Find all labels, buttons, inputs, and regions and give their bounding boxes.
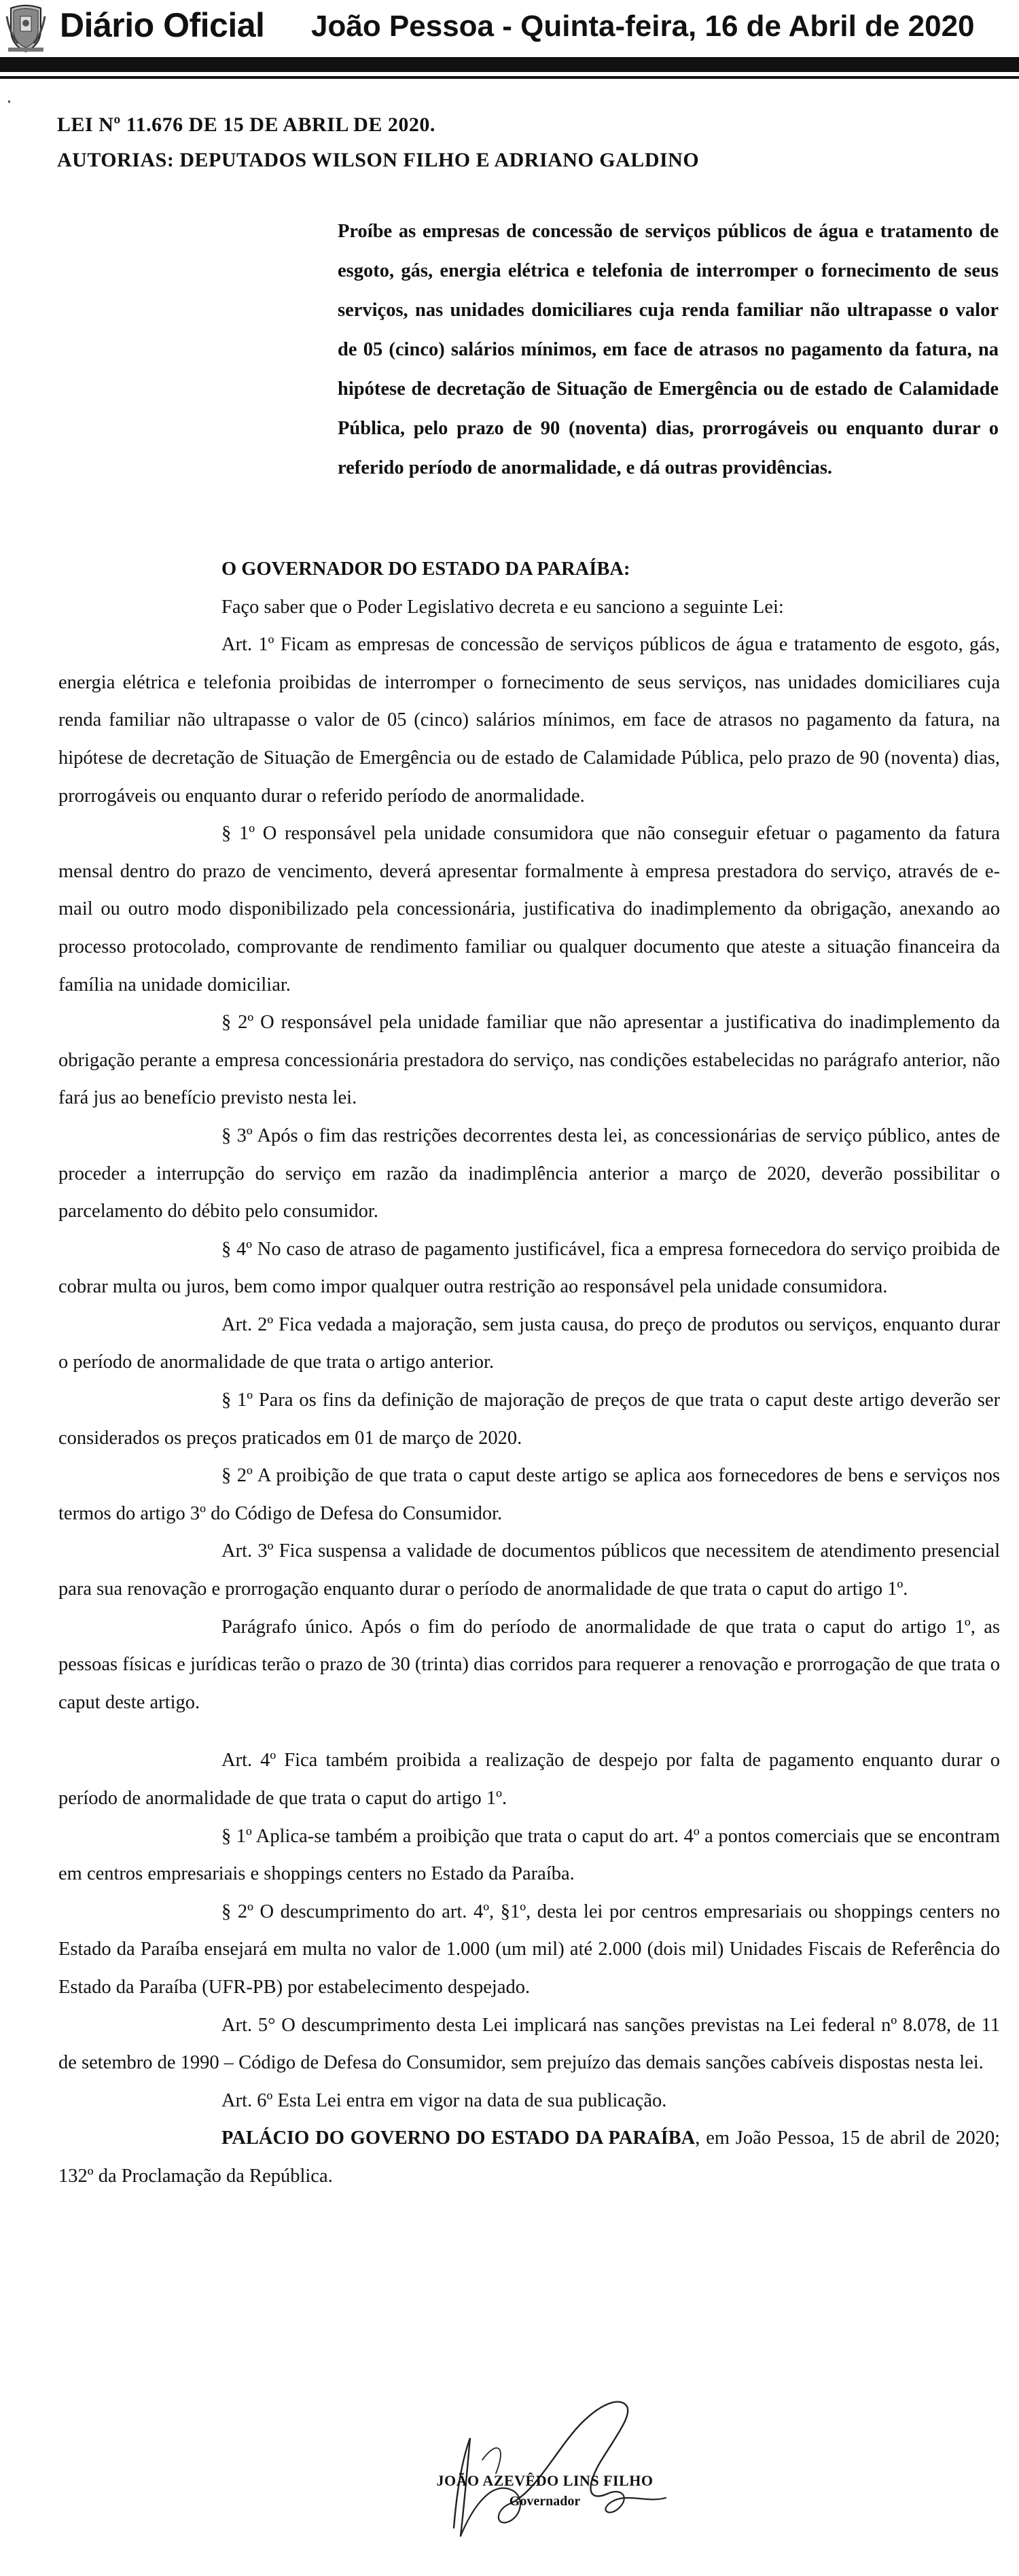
closing-formula (58, 2119, 1000, 2195)
law-authors: AUTORIAS: DEPUTADOS WILSON FILHO E ADRIANO GALDINO (57, 149, 700, 171)
closing-place-date: , em João Pessoa, 15 de abril de 2020; 132º da Proclamação da República. (58, 2128, 1000, 2187)
article-3: Art. 3º Fica suspensa a validade de documentos públicos que necessitem de atendimento presencial para sua renovação e prorrogação enquanto durar o período de anormalidade de que trata o caput do artigo 1º. (58, 1540, 1000, 1600)
article-1-paragraph-3: § 3º Após o fim das restrições decorrentes desta lei, as concessionárias de serviço público, antes de proceder a interrupção do serviço em razão da inadimplência anterior a março de 2020, deverão possibilitar o parcelamento do débito pelo consumidor. (58, 1125, 1000, 1222)
masthead (0, 0, 1019, 63)
article-2: Art. 2º Fica vedada a majoração, sem justa causa, do preço de produtos ou serviços, enquanto durar o período de anormalidade de que trata o artigo anterior. (58, 1313, 1000, 1373)
article-4-paragraph-1: § 1º Aplica-se também a proibição que trata o caput do art. 4º a pontos comerciais que se encontram em centros empresariais e shoppings centers no Estado da Paraíba. (58, 1825, 1000, 1885)
signatory-name: JOÃO AZEVÊDO LINS FILHO (436, 2472, 654, 2489)
article-3-sole-paragraph: Parágrafo único. Após o fim do período de anormalidade de que trata o caput do artigo 1º, as pessoas físicas e jurídicas terão o prazo de 30 (trinta) dias corridos para requerer a renovação e prorrogação de que trata o caput deste artigo. (58, 1616, 1000, 1713)
article-1-paragraph-4: § 4º No caso de atraso de pagamento justificável, fica a empresa fornecedora do serviço proibida de cobrar multa ou juros, bem como impor qualquer outra restrição ao responsável pela unidade consumidora. (58, 1238, 1000, 1298)
article-5: Art. 5° O descumprimento desta Lei implicará nas sanções previstas na Lei federal nº 8.078, de 11 de setembro de 1990 – Código de Defesa do Consumidor, sem prejuízo das demais sanções cabíveis dispostas nesta lei. (58, 2014, 1000, 2074)
article-1-paragraph-2: § 2º O responsável pela unidade familiar que não apresentar a justificativa do inadimplemento da obrigação perante a empresa concessionária prestadora do serviço, nas condições estabelecidas no parágrafo anterior, não fará jus ao benefício previsto nesta lei. (58, 1012, 1000, 1109)
article-2-paragraph-2: § 2º A proibição de que trata o caput deste artigo se aplica aos fornecedores de bens e serviços nos termos do artigo 3º do Código de Defesa do Consumidor. (58, 1465, 1000, 1524)
palace-name: PALÁCIO DO GOVERNO DO ESTADO DA PARAÍBA (221, 2128, 696, 2149)
newspaper-brand: Diário Oficial (60, 6, 265, 44)
article-2-paragraph-1: § 1º Para os fins da definição de majoração de preços de que trata o caput deste artigo deverão ser considerados os preços praticados em 01 de março de 2020. (58, 1390, 1000, 1449)
handwritten-signature (380, 2358, 707, 2562)
header-rule (0, 57, 1019, 72)
signature-block (380, 2358, 707, 2562)
margin-mark (8, 101, 10, 103)
governor-heading: O GOVERNADOR DO ESTADO DA PARAÍBA: (221, 559, 630, 580)
law-ementa: Proíbe as empresas de concessão de serviços públicos de água e tratamento de esgoto, gás, energia elétrica e telefonia de interromper o fornecimento de seus serviços, nas unidades domiciliares cuja renda familiar não ultrapasse o valor de 05 (cinco) salários mínimos, em face de atrasos no pagamento da fatura, na hipótese de decretação de Situação de Emergência ou de estado de Calamidade Pública, pelo prazo de 90 (noventa) dias, prorrogáveis ou enquanto durar o referido período de anormalidade, e dá outras providências. (338, 221, 999, 478)
article-1-paragraph-1: § 1º O responsável pela unidade consumidora que não conseguir efetuar o pagamento da fatura mensal dentro do prazo de vencimento, deverá apresentar formalmente à empresa prestadora do serviço, através de e-mail ou outro modo disponibilizado pela concessionária, justificativa do inadimplemento da obrigação, anexando ao processo protocolado, comprovante de rendimento familiar ou qualquer documento que ateste a situação financeira da família na unidade domiciliar. (58, 823, 1000, 995)
law-body (58, 550, 1000, 2195)
law-number: LEI Nº 11.676 DE 15 DE ABRIL DE 2020. (57, 113, 435, 136)
dateline: João Pessoa - Quinta-feira, 16 de Abril de 2020 (311, 10, 975, 43)
article-1: Art. 1º Ficam as empresas de concessão de serviços públicos de água e tratamento de esgoto, gás, energia elétrica e telefonia proibidas de interromper o fornecimento de seus serviços, nas unidades domiciliares cuja renda familiar não ultrapasse o valor de 05 (cinco) salários mínimos, em face de atrasos no pagamento da fatura, na hipótese de decretação de Situação de Emergência ou de estado de Calamidade Pública, pelo prazo de 90 (noventa) dias, prorrogáveis ou enquanto durar o referido período de anormalidade. (58, 634, 1000, 807)
law-title-block (57, 107, 981, 178)
header-thin-rule (0, 76, 1019, 79)
enactment-intro: Faço saber que o Poder Legislativo decreta e eu sanciono a seguinte Lei: (221, 596, 784, 618)
article-6: Art. 6º Esta Lei entra em vigor na data de sua publicação. (221, 2089, 667, 2111)
signatory-role: Governador (509, 2494, 581, 2509)
paraiba-coat-of-arms-icon (4, 3, 48, 54)
article-4-paragraph-2: § 2º O descumprimento do art. 4º, §1º, desta lei por centros empresariais ou shoppings centers no Estado da Paraíba ensejará em multa no valor de 1.000 (um mil) até 2.000 (dois mil) Unidades Fiscais de Referência do Estado da Paraíba (UFR-PB) por estabelecimento despejado. (58, 1901, 1000, 1998)
article-4: Art. 4º Fica também proibida a realização de despejo por falta de pagamento enquanto durar o período de anormalidade de que trata o caput do artigo 1º. (58, 1750, 1000, 1809)
